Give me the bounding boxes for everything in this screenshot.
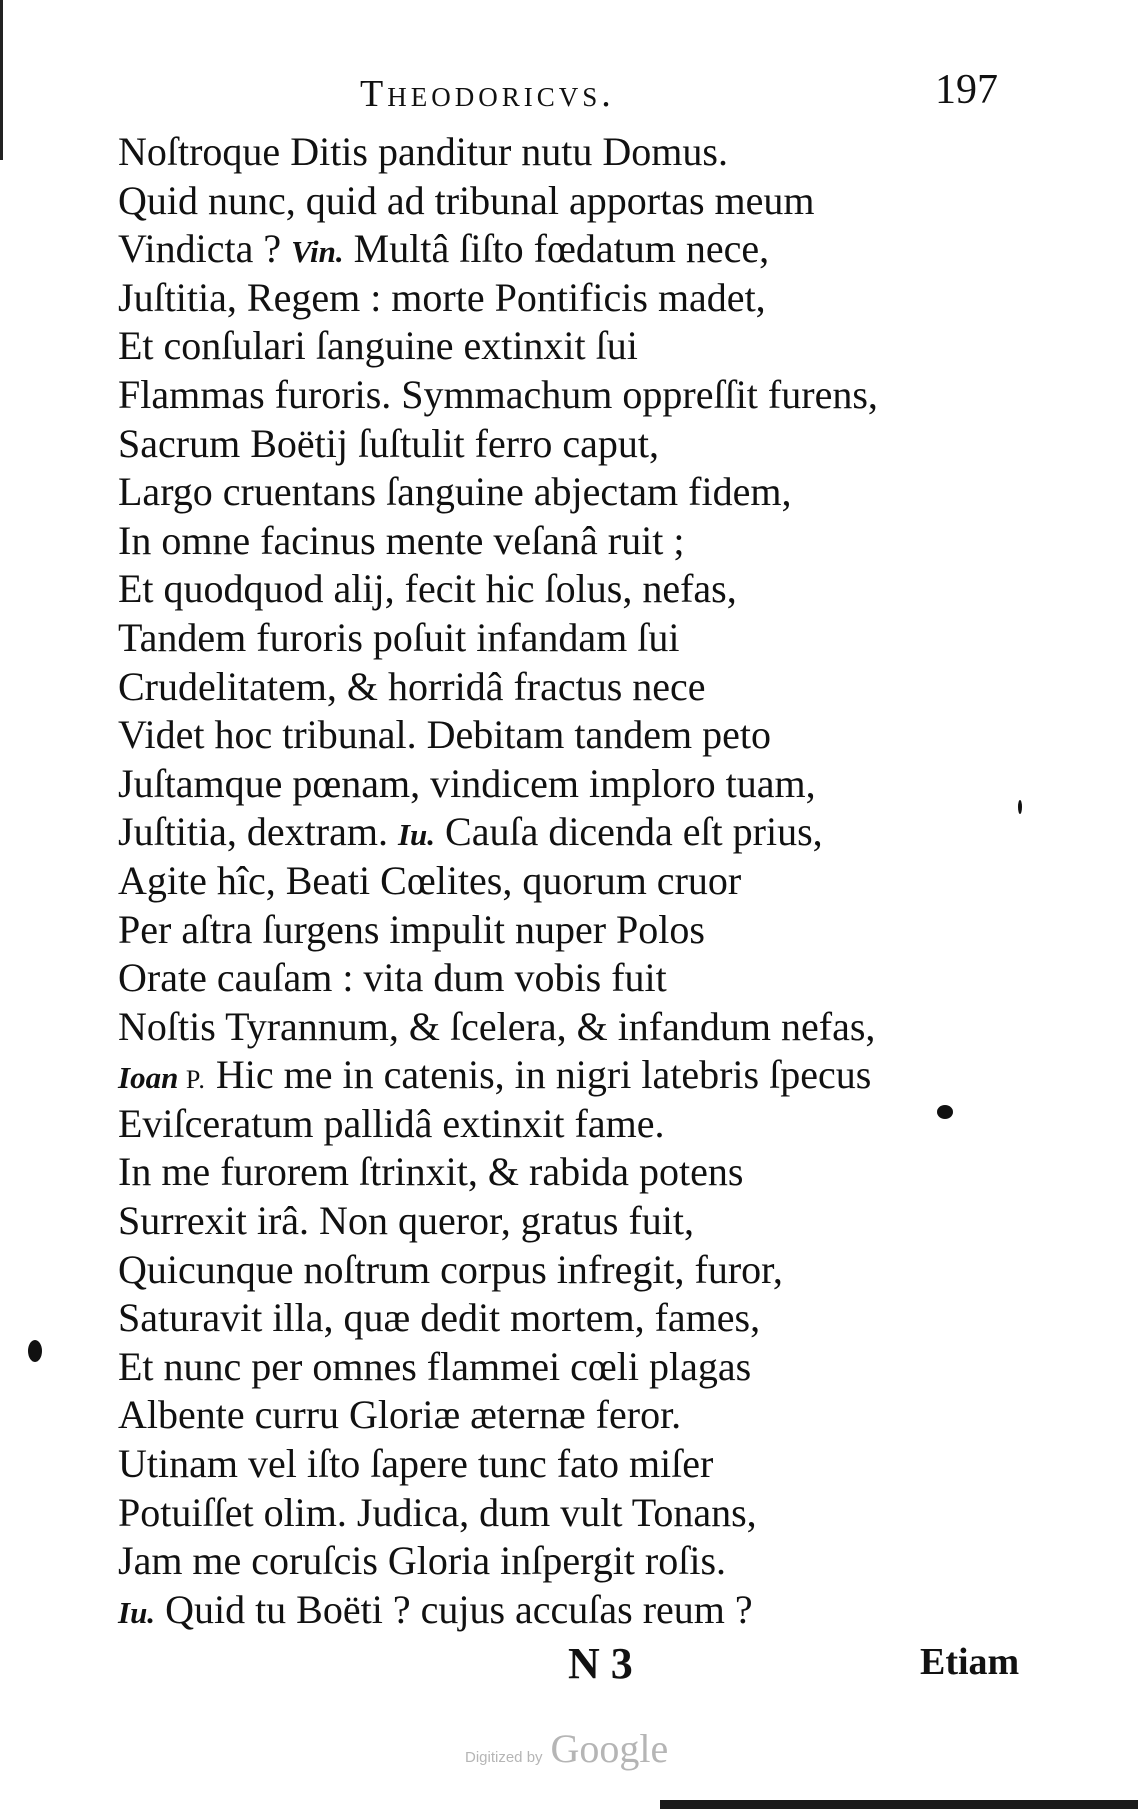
verse-text: Eviſceratum pallidâ extinxit fame. [118,1100,665,1146]
verse-line [118,1343,1018,1392]
ink-speck [937,1105,953,1119]
verse-text: Quicunque noſtrum corpus infregit, furor, [118,1246,783,1292]
verse-text-continued: Cauſa dicenda eſt prius, [435,809,823,855]
verse-line [118,274,1018,323]
verse-text: Juſtamque pœnam, vindicem imploro tuam, [118,760,816,806]
speaker-label: Iu. [118,1594,156,1630]
verse-line [118,517,1018,566]
scan-edge-rule [660,1800,1138,1809]
verse-line [118,760,1018,809]
watermark-small-text: Digitized by [465,1749,543,1766]
verse-text: Juſtitia, Regem : morte Pontificis madet, [118,274,766,320]
verse-text: Tandem furoris poſuit infandam ſui [118,614,680,660]
verse-line [118,906,1018,955]
verse-text-continued: Hic me in catenis, in nigri latebris ſpecus [205,1052,872,1098]
verse-text: Surrexit irâ. Non queror, gratus fuit, [118,1198,695,1244]
verse-text: Quid nunc, quid ad tribunal apportas meum [118,177,815,223]
verse-line [118,954,1018,1003]
verse-line [118,371,1018,420]
verse-line [118,1246,1018,1295]
verse-text-continued: Multâ ſiſto fœdatum nece, [343,226,770,272]
speaker-label: Iu. [397,817,436,853]
verse-text: Per aſtra ſurgens impulit nuper Polos [118,906,705,952]
signature-mark: N 3 [568,1639,633,1688]
speaker-label: Vin. [291,234,344,270]
verse-line [118,1148,1018,1197]
verse-block [118,128,1018,1634]
verse-line [118,1391,1018,1440]
verse-line [118,1489,1018,1538]
verse-text: Potuiſſet olim. Judica, dum vult Tonans, [118,1489,757,1535]
running-head: Theodoricvs. [360,73,615,115]
verse-text: Utinam vel iſto ſapere tunc fato miſer [118,1441,714,1487]
verse-line [118,128,1018,177]
verse-text: Vindicta ? [118,226,292,272]
verse-text: Sacrum Boëtij ſuſtulit ferro caput, [118,420,659,466]
verse-text: Noſtis Tyrannum, & ſcelera, & infandum nefas, [118,1003,876,1049]
page-number: 197 [935,67,998,113]
verse-text: Noſtroque Ditis panditur nutu Domus. [118,129,728,174]
verse-line [118,225,1018,274]
ink-speck [1018,800,1022,814]
speaker-label-suffix: P. [178,1065,206,1095]
verse-text: In me furorem ſtrinxit, & rabida potens [118,1149,744,1195]
verse-text: In omne facinus mente veſanâ ruit ; [118,517,685,563]
verse-line [118,468,1018,517]
verse-line [118,857,1018,906]
verse-line [118,1440,1018,1489]
watermark-logo-text: Google [550,1726,669,1771]
verse-text: Videt hoc tribunal. Debitam tandem peto [118,712,771,758]
verse-line [118,1003,1018,1052]
page-edge-rule [0,0,3,160]
verse-line [118,565,1018,614]
verse-line [118,663,1018,712]
verse-text: Orate cauſam : vita dum vobis fuit [118,955,667,1001]
verse-line [118,1100,1018,1149]
verse-line [118,1294,1018,1343]
verse-text: Albente curru Gloriæ æternæ feror. [118,1392,682,1438]
speaker-label: Ioan [118,1060,179,1096]
verse-line [118,1197,1018,1246]
verse-line [118,711,1018,760]
verse-line [118,177,1018,226]
verse-text: Saturavit illa, quæ dedit mortem, fames, [118,1295,761,1341]
verse-line [118,1537,1018,1586]
digitized-watermark [465,1725,668,1772]
catchword: Etiam [920,1641,1020,1683]
verse-text: Agite hîc, Beati Cœlites, quorum cruor [118,857,742,903]
verse-line [118,420,1018,469]
verse-line [118,614,1018,663]
verse-text: Et conſulari ſanguine extinxit ſui [118,323,638,369]
verse-text: Et quodquod alij, fecit hic ſolus, nefas, [118,566,737,612]
verse-line [118,1586,1018,1635]
verse-text: Crudelitatem, & horridâ fractus nece [118,663,706,709]
verse-text: Largo cruentans ſanguine abjectam fidem, [118,469,792,515]
verse-text: Juſtitia, dextram. [118,809,398,855]
verse-line [118,1051,1018,1100]
verse-line [118,322,1018,371]
verse-text: Jam me coruſcis Gloria inſpergit roſis. [118,1538,727,1584]
verse-text-continued: Quid tu Boëti ? cujus accuſas reum ? [155,1586,753,1632]
verse-text: Flammas furoris. Symmachum oppreſſit furens, [118,371,878,417]
ink-speck [28,1340,42,1362]
verse-line [118,808,1018,857]
verse-text: Et nunc per omnes flammei cœli plagas [118,1343,752,1389]
